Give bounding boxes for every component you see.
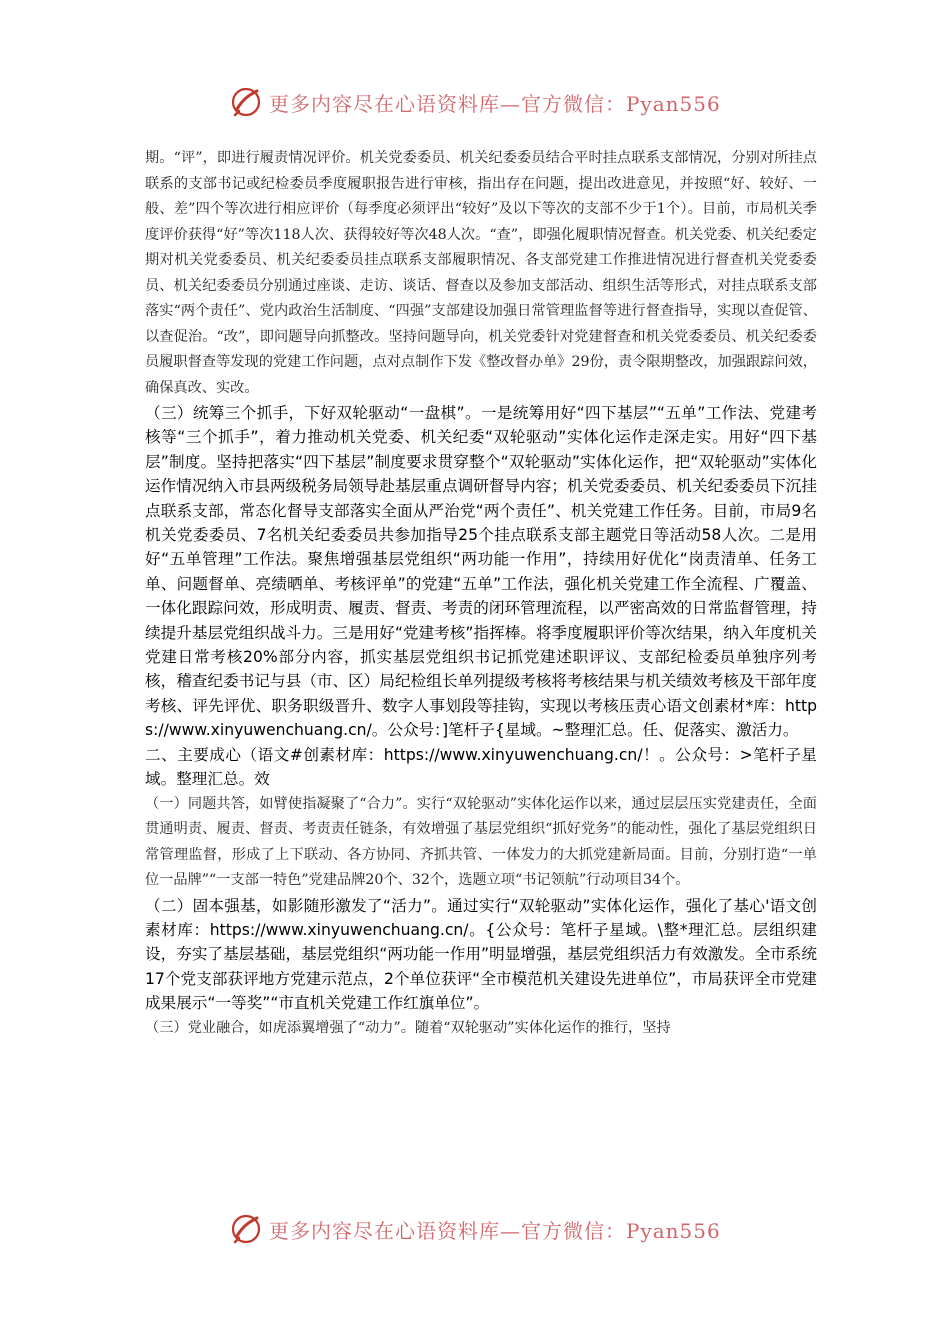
watermark-banner-top xyxy=(229,82,721,122)
pen-swirl-logo-icon xyxy=(229,85,263,119)
watermark-banner-bottom xyxy=(229,1209,721,1249)
paragraph-evaluation: 期。“评”，即进行履责情况评价。机关党委委员、机关纪委委员结合平时挂点联系支部情况，分别对所挂点联系的支部书记或纪检委员季度履职报告进行审核，指出存在问题，提出改进意见，并按照“好、较好、一般、差”四个等次进行相应评价（每季度必须评出“较好”及以下等次的支部不少于1个）。目前，市局机关季度评价获得“好”等次118人次、获得较好等次48人次。“查”，即强化履职情况督查。机关党委、机关纪委定期对机关党委委员、机关纪委委员挂点联系支部履职情况、各支部党建工作推进情况进行督查机关党委委员、机关纪委委员分别通过座谈、走访、谈话、督查以及参加支部活动、组织生活等形式，对挂点联系支部落实“两个责任”、党内政治生活制度、“四强”支部建设加强日常管理监督等进行督查指导，实现以查促管、以查促治。“改”，即问题导向抓整改。坚持问题导向，机关党委针对党建督查和机关党委委员、机关纪委委员履职督查等发现的党建工作问题，点对点制作下发《整改督办单》29份，责令限期整改，加强跟踪问效，确保真改、实改。 xyxy=(145,150,817,396)
pen-swirl-logo-icon xyxy=(229,1212,263,1246)
paragraph-integration: （三）党业融合，如虎添翼增强了“动力”。随着“双轮驱动”实体化运作的推行，坚持 xyxy=(145,1019,671,1036)
paragraph-three-grips: （三）统筹三个抓手，下好双轮驱动“一盘棋”。一是统筹用好“四下基层”“五单”工作法、党建考核等“三个抓手”，着力推动机关党委、机关纪委“双轮驱动”实体化运作走深走实。用好“四下基层”制度。坚持把落实“四下基层”制度要求贯穿整个“双轮驱动”实体化运作，把“双轮驱动”实体化运作情况纳入市县两级税务局领导赴基层重点调研督导内容；机关党委委员、机关纪委委员下沉挂点联系支部，常态化督导支部落实全面从严治党“两个责任”、机关党建工作任务。目前，市局9名机关党委委员、7名机关纪委委员共参加指导25个挂点联系支部主题党日等活动58人次。二是用好“五单管理”工作法。聚焦增强基层党组织“两功能一作用”，持续用好优化“岗责清单、任务工单、问题督单、亮绩晒单、考核评单”的党建“五单”工作法，强化机关党建工作全流程、广覆盖、一体化跟踪问效，形成明责、履责、督责、考责的闭环管理流程，以严密高效的日常监督管理，持续提升基层党组织战斗力。三是用好“党建考核”指挥棒。将季度履职评价等次结果，纳入年度机关党建日常考核20%部分内容，抓实基层党组织书记抓党建述职评议、支部纪检委员单独序列考核，稽查纪委书记与县（市、区）局纪检组长单列提级考核将考核结果与机关绩效考核及干部年度考核、评先评优、职务职级晋升、数字人事划段等挂钩，实现以考核压责心语文创素材*库：https://www.xinyuwenchuang.cn/。公众号：]笔杆子{星域。~整理汇总。任、促落实、激活力。 xyxy=(145,404,817,740)
paragraph-strengthen-base: （二）固本强基，如影随形激发了“活力”。通过实行“双轮驱动”实体化运作，强化了基心'语文创素材库：https://www.xinyuwenchuang.cn/。{公众号：笔杆子星域。\整*理汇总。层组织建设，夯实了基层基础，基层党组织“两功能一作用”明显增强，基层党组织活力有效激发。全市系统17个党支部获评地方党建示范点，2个单位获评“全市模范机关建设先进单位”，市局获评全市党建成果展示“一等奖”“市直机关党建工作红旗单位”。 xyxy=(145,896,817,1013)
watermark-text: 更多内容尽在心语资料库—官方微信：Pyan556 xyxy=(269,1218,721,1243)
document-body xyxy=(145,146,817,1041)
watermark-text: 更多内容尽在心语资料库—官方微信：Pyan556 xyxy=(269,91,721,116)
paragraph-joint-effort: （一）同题共答，如臂使指凝聚了“合力”。实行“双轮驱动”实体化运作以来，通过层层压实党建责任，全面贯通明责、履责、督责、考责责任链条，有效增强了基层党组织“抓好党务”的能动性，强化了基层党组织日常管理监督，形成了上下联动、各方协同、齐抓共管、一体发力的大抓党建新局面。目前，分别打造“一单位一品牌”“一支部一特色”党建品牌20个、32个，选题立项“书记领航”行动项目34个。 xyxy=(145,795,817,888)
section-heading-results: 二、主要成心（语文#创素材库：https://www.xinyuwenchuang.cn/！。公众号：>笔杆子星域。整理汇总。效 xyxy=(145,745,817,789)
